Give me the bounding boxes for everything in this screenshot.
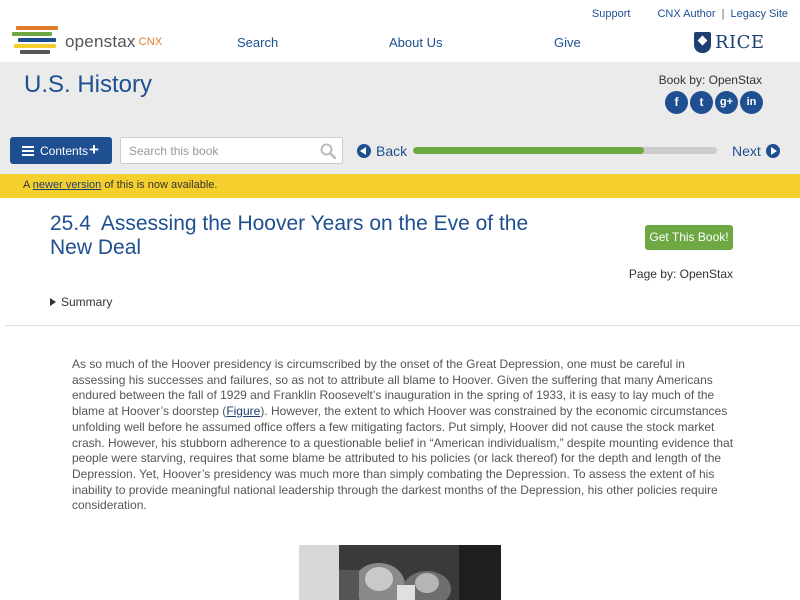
link-separator: | — [721, 8, 725, 20]
book-title[interactable]: U.S. History — [24, 71, 153, 98]
search-icon[interactable] — [320, 143, 336, 159]
section-title: Assessing the Hoover Years on the Eve of the New Deal — [50, 212, 529, 259]
historical-photo — [299, 545, 501, 600]
google-plus-icon[interactable]: g+ — [715, 91, 738, 114]
openstax-cnx-logo[interactable] — [12, 26, 172, 54]
next-button[interactable]: Next — [732, 143, 761, 159]
contents-button[interactable] — [10, 137, 112, 164]
disclosure-triangle-icon — [50, 298, 56, 306]
twitter-icon[interactable]: t — [690, 91, 713, 114]
logo-wordmark: openstax CNX — [65, 32, 163, 51]
nav-give[interactable]: Give — [554, 35, 581, 50]
back-button[interactable]: Back — [376, 143, 408, 159]
divider — [5, 325, 800, 326]
newer-version-link[interactable]: newer version — [32, 179, 102, 191]
summary-toggle[interactable] — [50, 295, 112, 309]
book-author: Book by: OpenStax — [658, 73, 762, 87]
cnx-author-link[interactable]: CNX Author — [657, 8, 716, 20]
utility-links — [592, 8, 788, 20]
photo-image — [299, 545, 501, 600]
support-link[interactable]: Support — [591, 8, 631, 20]
legacy-site-link[interactable]: Legacy Site — [730, 8, 788, 20]
list-icon — [22, 146, 34, 155]
summary-label: Summary — [61, 295, 113, 309]
body-paragraph: As so much of the Hoover presidency is circumscribed by the onset of the Great Depression, one must be careful in assessing his successes and failures, so as not to attribute all blame to Hoover. Given the suffering that many Americans endured between the fall of 1929 and Franklin Roosevelt’s inauguration in the spring of 1933, it is easy to lay much of the blame at Hoover’s doorstep (Figure). However, the extent to which Hoover was constrained by the economic circumstances unfolding well before he assumed office offers a few mitigating factors. Put simply, Hoover did not cause the stock market crash. However, his stubborn adherence to a questionable belief in “American individualism,” despite mounting evidence that people were starving, requires that some blame be attributed to his policies (or lack thereof) for the depth and length of the Depression. Yet, Hoover’s presidency was much more than simply combating the Depression. To assess the extent of his inability to provide meaningful national leadership through the darkest months of the Depression, his other policies require consideration. — [72, 357, 734, 513]
book-search — [120, 137, 343, 164]
back-arrow-icon[interactable] — [357, 144, 371, 158]
page-author: Page by: OpenStax — [628, 267, 733, 281]
next-arrow-icon[interactable] — [766, 144, 780, 158]
nav-search[interactable]: Search — [237, 35, 279, 50]
book-progress-bar — [413, 147, 717, 154]
book-banner — [0, 62, 800, 174]
search-input[interactable] — [121, 138, 311, 163]
nav-about-us[interactable]: About Us — [389, 35, 443, 50]
logo-books-icon — [12, 26, 58, 54]
contents-label: Contents — [40, 144, 89, 158]
site-header — [0, 0, 800, 62]
plus-icon: + — [89, 140, 99, 159]
progress-fill — [413, 147, 644, 154]
rice-logo[interactable]: RICE — [694, 32, 754, 54]
section-number: 25.4 — [50, 212, 91, 235]
version-notice: A newer version of this is now available. — [0, 174, 800, 198]
figure-link[interactable]: Figure — [226, 404, 261, 419]
page-title — [50, 212, 530, 260]
get-this-book-button[interactable]: Get This Book! — [645, 225, 733, 250]
facebook-icon[interactable]: f — [665, 91, 688, 114]
linkedin-icon[interactable]: in — [740, 91, 763, 114]
rice-shield-icon — [694, 32, 711, 53]
